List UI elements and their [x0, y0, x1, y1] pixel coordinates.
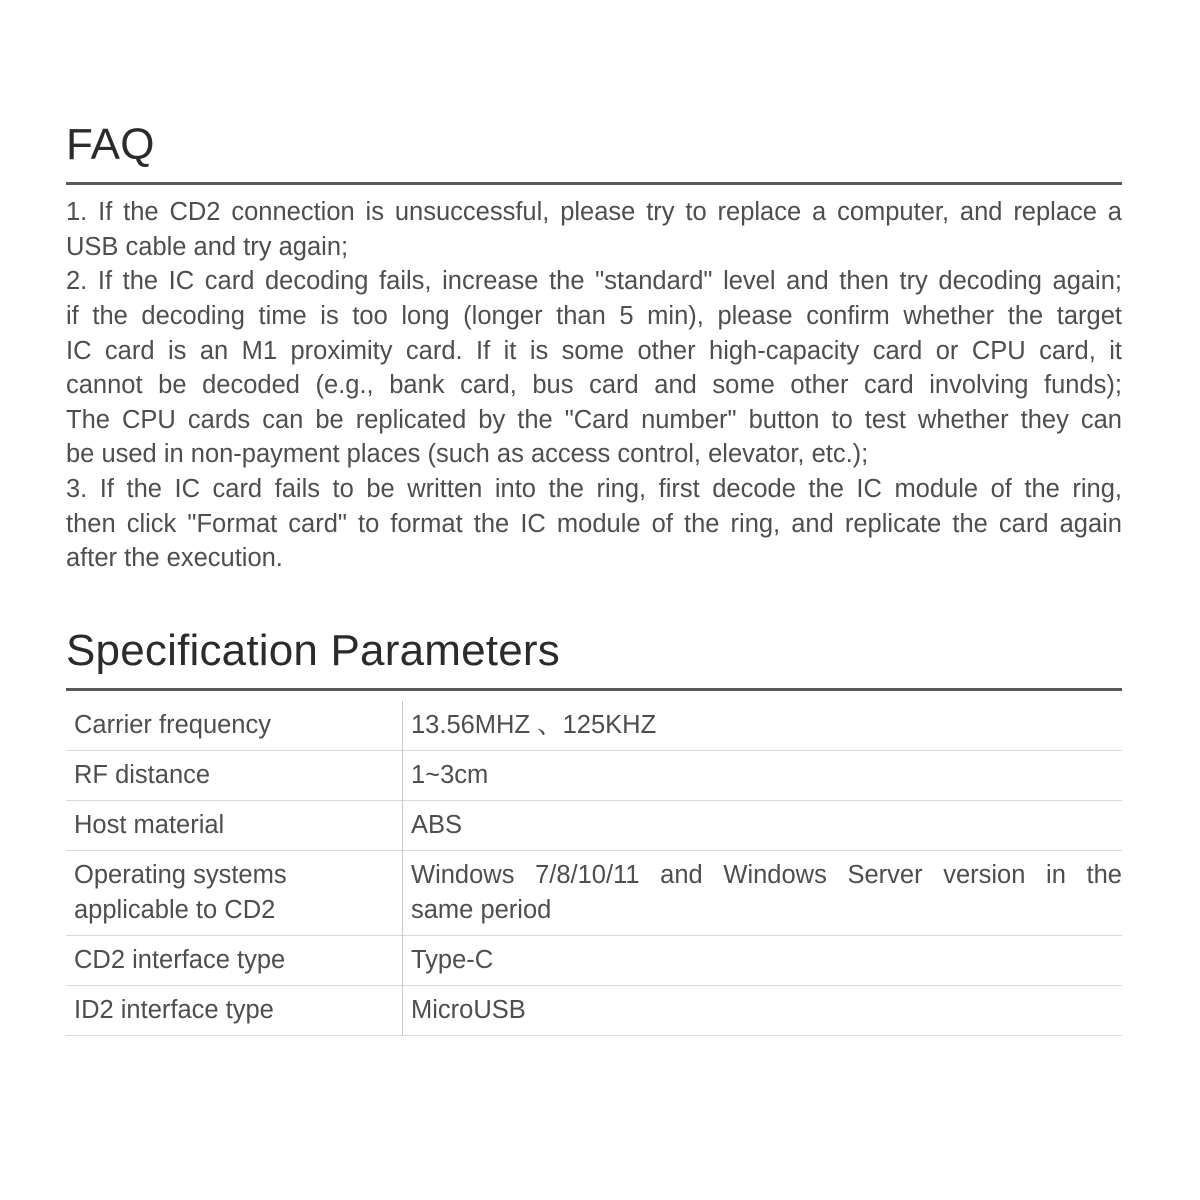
spec-key: RF distance — [74, 760, 211, 789]
specification-section — [66, 625, 1122, 1036]
document-content — [66, 122, 1122, 1036]
faq-line: 1. If the CD2 connection is unsuccessful, please try to replace a computer, and replace a — [66, 198, 1122, 227]
faq-line: 2. If the IC card decoding fails, increase the "standard" level and then try decoding again; — [66, 267, 1122, 296]
specification-heading: Specification Parameters — [66, 625, 560, 675]
spec-value: 1~3cm — [403, 750, 1123, 800]
faq-section — [66, 122, 1122, 576]
faq-line: USB cable and try again; — [66, 232, 349, 261]
faq-line: after the execution. — [66, 544, 283, 573]
faq-heading-rule — [66, 182, 1122, 185]
spec-value: Type-C — [403, 935, 1123, 985]
spec-key-line: applicable to CD2 — [74, 895, 276, 924]
faq-line: 3. If the IC card fails to be written into the ring, first decode the IC module of the ring, — [66, 474, 1122, 503]
faq-heading: FAQ — [66, 120, 155, 169]
spec-value-line: same period — [411, 895, 552, 924]
spec-key: Host material — [74, 810, 225, 839]
spec-value-line: Windows 7/8/10/11 and Windows Server version in the — [411, 860, 1122, 889]
faq-line: cannot be decoded (e.g., bank card, bus card and some other card involving funds); — [66, 371, 1122, 400]
spec-key — [66, 850, 403, 935]
faq-line: then click "Format card" to format the IC module of the ring, and replicate the card again — [66, 509, 1122, 538]
table-row — [66, 750, 1122, 800]
spec-key-line: Operating systems — [74, 860, 287, 889]
spec-key: CD2 interface type — [74, 945, 286, 974]
spec-key: ID2 interface type — [74, 995, 274, 1024]
faq-body — [66, 195, 1122, 576]
spec-value: 13.56MHZ 、125KHZ — [403, 701, 1123, 751]
faq-line: The CPU cards can be replicated by the "Card number" button to test whether they can — [66, 405, 1122, 434]
faq-line: IC card is an M1 proximity card. If it is some other high-capacity card or CPU card, it — [66, 336, 1122, 365]
spec-value: MicroUSB — [403, 985, 1123, 1035]
table-row — [66, 701, 1122, 751]
faq-line: be used in non-payment places (such as access control, elevator, etc.); — [66, 440, 869, 469]
specification-table — [66, 701, 1122, 1036]
faq-line: if the decoding time is too long (longer than 5 min), please confirm whether the target — [66, 301, 1122, 330]
table-row — [66, 985, 1122, 1035]
spec-key: Carrier frequency — [74, 710, 271, 739]
table-row — [66, 935, 1122, 985]
spec-value — [403, 850, 1123, 935]
specification-heading-rule — [66, 688, 1122, 691]
table-row — [66, 850, 1122, 935]
spec-value: ABS — [403, 800, 1123, 850]
table-row — [66, 800, 1122, 850]
